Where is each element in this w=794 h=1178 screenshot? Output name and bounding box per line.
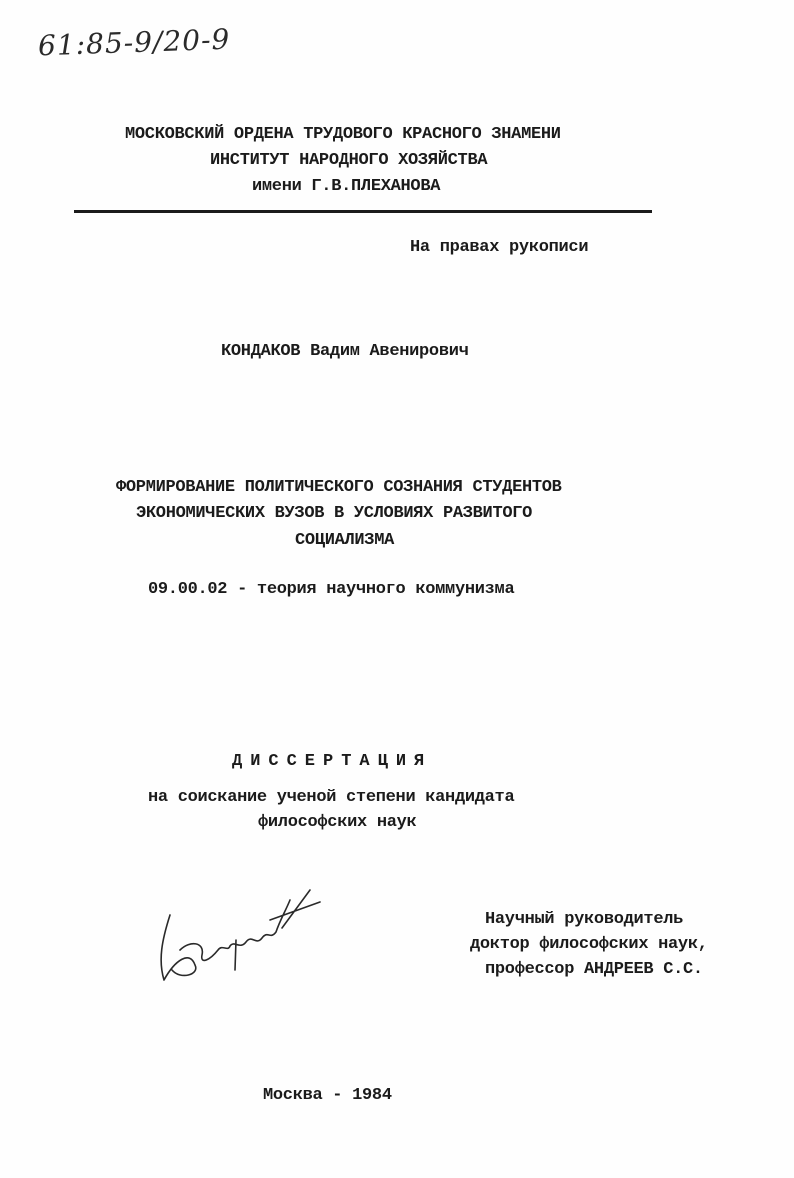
degree-line-1: на соискание ученой степени кандидата bbox=[148, 788, 515, 807]
institution-line-2: ИНСТИТУТ НАРОДНОГО ХОЗЯЙСТВА bbox=[210, 151, 488, 170]
title-line-3: СОЦИАЛИЗМА bbox=[295, 531, 395, 550]
supervisor-line-2: доктор философских наук, bbox=[470, 935, 708, 954]
dissertation-heading: ДИССЕРТАЦИЯ bbox=[232, 752, 433, 771]
supervisor-line-1: Научный руководитель bbox=[485, 910, 684, 929]
signature-icon bbox=[150, 880, 330, 1000]
place-and-year: Москва - 1984 bbox=[263, 1086, 392, 1105]
title-line-1: ФОРМИРОВАНИЕ ПОЛИТИЧЕСКОГО СОЗНАНИЯ СТУДЕНТОВ bbox=[116, 478, 562, 497]
title-line-2: ЭКОНОМИЧЕСКИХ ВУЗОВ В УСЛОВИЯХ РАЗВИТОГО bbox=[136, 504, 533, 523]
header-divider bbox=[74, 210, 652, 213]
author-name: КОНДАКОВ Вадим Авенирович bbox=[221, 342, 469, 361]
supervisor-line-3: профессор АНДРЕЕВ С.С. bbox=[485, 960, 703, 979]
degree-line-2: философских наук bbox=[258, 813, 417, 832]
manuscript-rights-note: На правах рукописи bbox=[410, 238, 589, 257]
institution-line-1: МОСКОВСКИЙ ОРДЕНА ТРУДОВОГО КРАСНОГО ЗНАМЕНИ bbox=[125, 125, 561, 144]
specialty-code: 09.00.02 - теория научного коммунизма bbox=[148, 580, 515, 599]
institution-line-3: имени Г.В.ПЛЕХАНОВА bbox=[252, 177, 441, 196]
handwritten-catalog-number: 61:85-9/20-9 bbox=[37, 22, 231, 63]
